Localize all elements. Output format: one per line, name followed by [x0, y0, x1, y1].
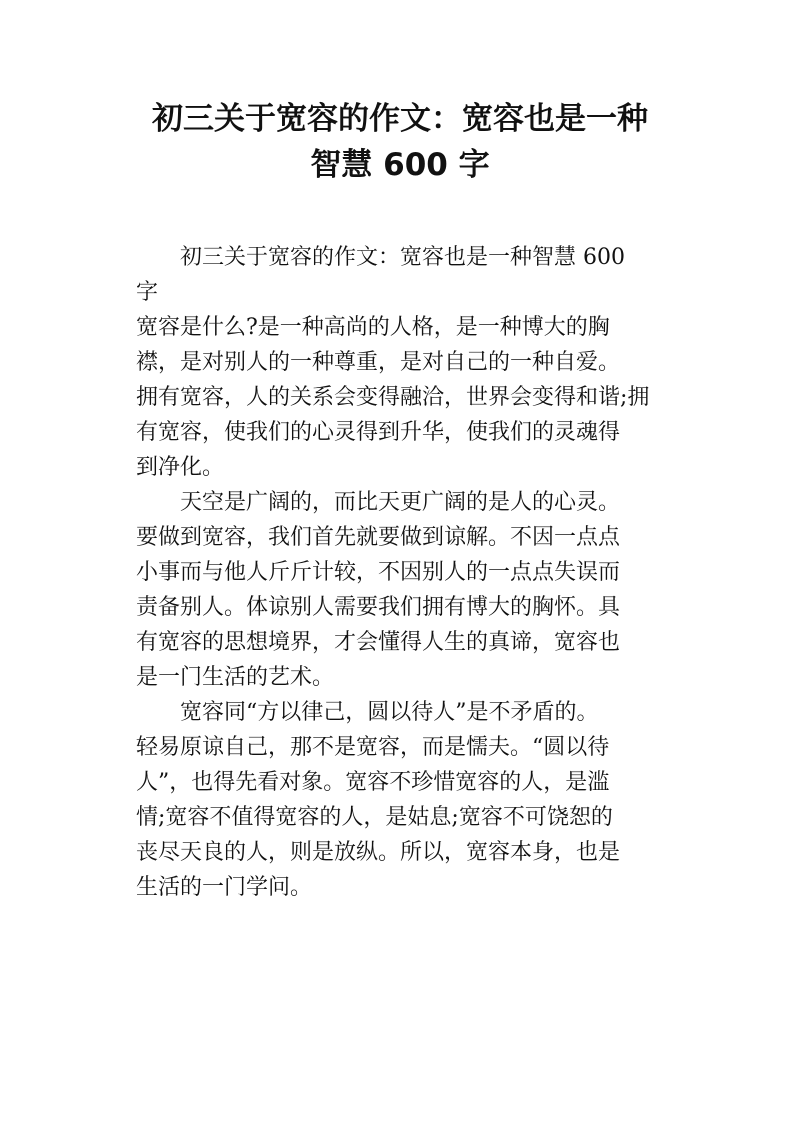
- body-line: 丧尽天良的人，则是放纵。所以，宽容本身，也是: [136, 840, 621, 865]
- body-line: 宽容是什么?是一种高尚的人格，是一种博大的胸: [136, 315, 610, 340]
- body-line: 生活的一门学问。: [136, 875, 313, 900]
- body-line: 人”，也得先看对象。宽容不珍惜宽容的人，是滥: [136, 770, 610, 795]
- body-line: 责备别人。体谅别人需要我们拥有博大的胸怀。具: [136, 595, 621, 620]
- body-line: 有宽容，使我们的心灵得到升华，使我们的灵魂得: [136, 420, 621, 445]
- title-line: 初三关于宽容的作文：宽容也是一种: [152, 101, 648, 137]
- body-line: 是一门生活的艺术。: [136, 665, 335, 690]
- document-title: [100, 96, 700, 188]
- body-line: 天空是广阔的，而比天更广阔的是人的心灵。: [180, 490, 621, 515]
- body-line: 要做到宽容，我们首先就要做到谅解。不因一点点: [136, 525, 621, 550]
- body-line: 小事而与他人斤斤计较，不因别人的一点点失误而: [136, 560, 621, 585]
- body-line: 宽容同“方以律己，圆以待人”是不矛盾的。: [180, 700, 599, 725]
- body-line: 有宽容的思想境界，才会懂得人生的真谛，宽容也: [136, 630, 621, 655]
- body-line: 拥有宽容，人的关系会变得融洽，世界会变得和谐;拥: [136, 385, 650, 410]
- body-line: 情;宽容不值得宽容的人，是姑息;宽容不可饶恕的: [136, 805, 613, 830]
- document-body: [136, 240, 716, 905]
- body-line: 到净化。: [136, 455, 225, 480]
- body-line: 初三关于宽容的作文：宽容也是一种智慧 600: [180, 245, 625, 270]
- body-line: 襟，是对别人的一种尊重，是对自己的一种自爱。: [136, 350, 621, 375]
- body-line: 轻易原谅自己，那不是宽容，而是懦夫。“圆以待: [136, 735, 610, 760]
- title-line: 智慧 600 字: [310, 147, 490, 183]
- body-line: 字: [136, 280, 159, 305]
